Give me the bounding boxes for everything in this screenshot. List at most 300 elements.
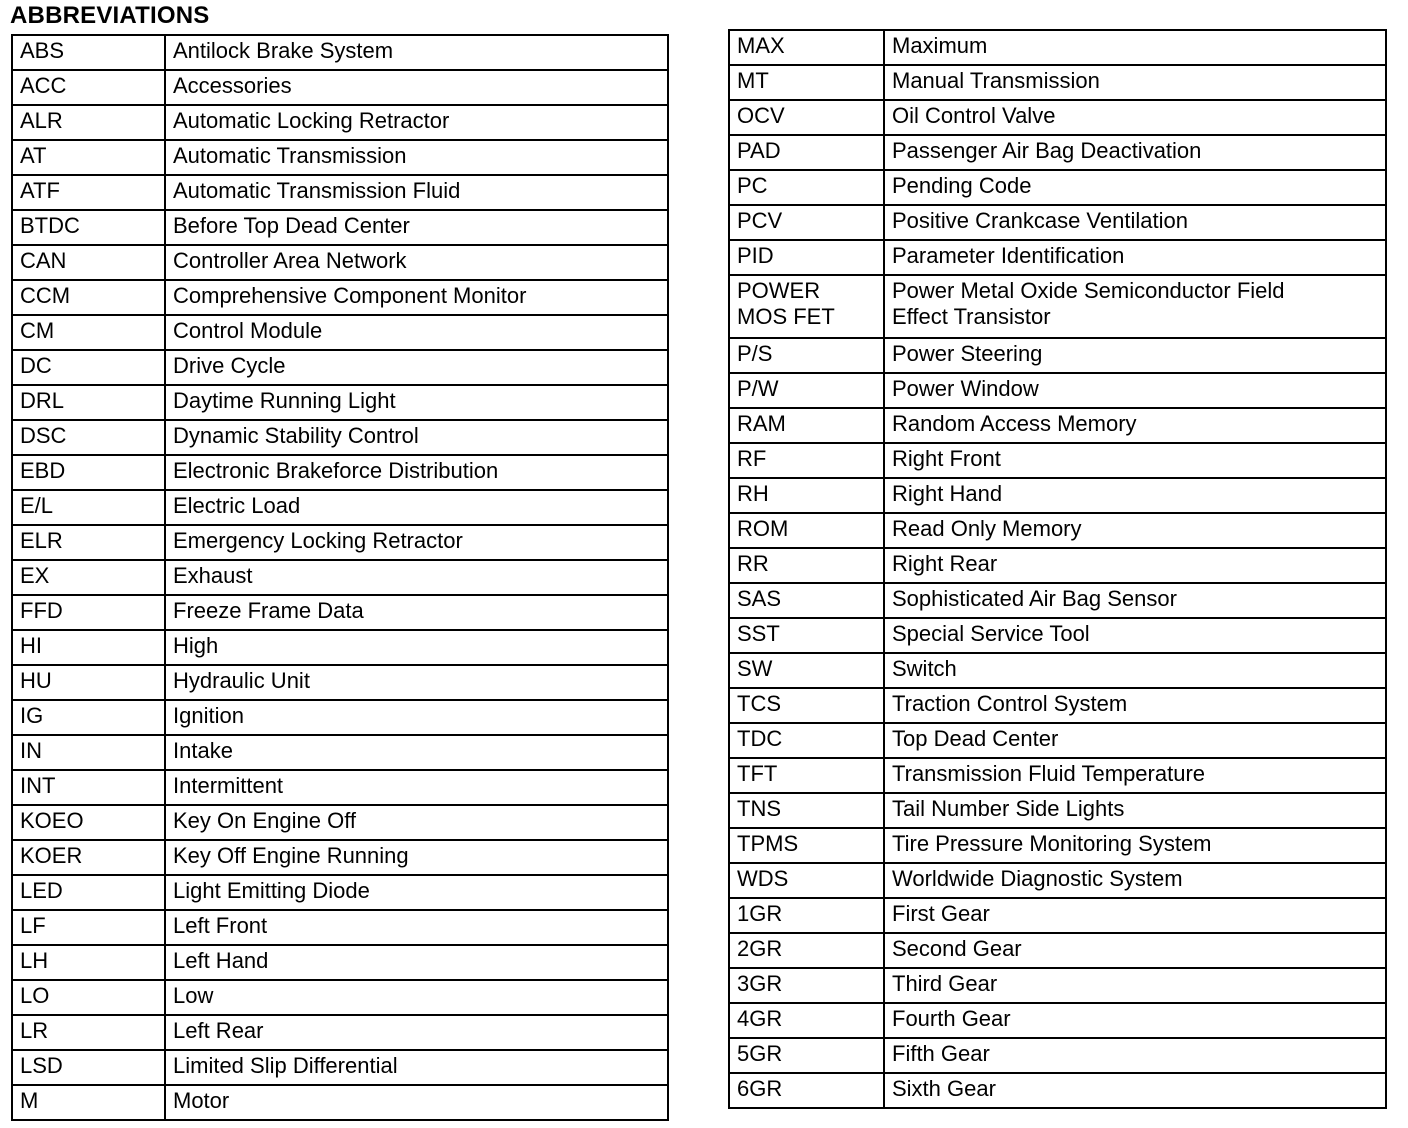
abbreviation-text: E/L [20, 493, 54, 518]
table-row [12, 735, 668, 770]
meaning-cell [884, 688, 1386, 723]
table-row [12, 700, 668, 735]
table-row [12, 980, 668, 1015]
meaning-cell [884, 100, 1386, 135]
abbreviation-text: RAM [737, 411, 786, 436]
table-row [12, 1085, 668, 1120]
abbreviation-text: SW [737, 656, 773, 681]
meaning-cell [884, 898, 1386, 933]
abbreviation-text: TFT [737, 761, 778, 786]
meaning-text: Switch [892, 656, 957, 681]
abbreviation-text: 1GR [737, 901, 783, 926]
meaning-text: Sixth Gear [892, 1076, 996, 1101]
abbreviation-text: PAD [737, 138, 781, 163]
table-row [12, 385, 668, 420]
meaning-text: Power Window [892, 376, 1039, 401]
table-row [12, 420, 668, 455]
abbreviation-text: IN [20, 738, 42, 763]
abbreviation-cell [729, 30, 884, 65]
abbreviation-text: DC [20, 353, 52, 378]
table-row [12, 805, 668, 840]
abbreviation-cell [729, 863, 884, 898]
abbreviation-text: POWER MOS FET [737, 278, 835, 329]
meaning-cell [165, 105, 668, 140]
abbreviation-cell [12, 1085, 165, 1120]
meaning-cell [165, 140, 668, 175]
meaning-text: High [173, 633, 219, 658]
table-row [729, 688, 1386, 723]
abbreviation-text: ALR [20, 108, 63, 133]
abbreviation-cell [729, 170, 884, 205]
meaning-text: Right Rear [892, 551, 998, 576]
meaning-cell [884, 793, 1386, 828]
meaning-cell [165, 595, 668, 630]
table-row [729, 408, 1386, 443]
table-row [12, 875, 668, 910]
table-row [12, 70, 668, 105]
table-row [729, 828, 1386, 863]
meaning-text: Before Top Dead Center [173, 213, 410, 238]
table-row [729, 723, 1386, 758]
abbreviation-cell [729, 793, 884, 828]
meaning-text: Oil Control Valve [892, 103, 1056, 128]
abbreviation-text: TPMS [737, 831, 799, 856]
meaning-text: Key Off Engine Running [173, 843, 409, 868]
table-row [12, 770, 668, 805]
abbreviation-cell [12, 665, 165, 700]
meaning-cell [884, 478, 1386, 513]
meaning-text: Comprehensive Component Monitor [173, 283, 527, 308]
meaning-cell [884, 548, 1386, 583]
abbreviation-text: HI [20, 633, 42, 658]
meaning-cell [165, 315, 668, 350]
meaning-cell [884, 240, 1386, 275]
meaning-text: Random Access Memory [892, 411, 1137, 436]
meaning-cell [165, 805, 668, 840]
table-row [729, 135, 1386, 170]
abbreviation-text: 6GR [737, 1076, 783, 1101]
meaning-text: Sophisticated Air Bag Sensor [892, 586, 1177, 611]
abbreviation-text: LO [20, 983, 50, 1008]
table-row [12, 630, 668, 665]
abbreviation-cell [12, 105, 165, 140]
abbreviation-cell [12, 315, 165, 350]
table-row [12, 490, 668, 525]
table-row [729, 100, 1386, 135]
table-row [729, 653, 1386, 688]
meaning-cell [165, 875, 668, 910]
meaning-cell [884, 723, 1386, 758]
meaning-cell [884, 968, 1386, 1003]
meaning-text: Read Only Memory [892, 516, 1082, 541]
meaning-text: Worldwide Diagnostic System [892, 866, 1183, 891]
meaning-cell [884, 338, 1386, 373]
abbreviation-cell [729, 723, 884, 758]
meaning-cell [165, 455, 668, 490]
abbreviation-text: CAN [20, 248, 67, 273]
abbreviation-cell [729, 1038, 884, 1073]
table-row [12, 840, 668, 875]
abbreviation-text: CCM [20, 283, 71, 308]
abbreviation-cell [12, 35, 165, 70]
meaning-text: Left Front [173, 913, 268, 938]
meaning-text: Pending Code [892, 173, 1032, 198]
meaning-text: Ignition [173, 703, 244, 728]
meaning-text: Tail Number Side Lights [892, 796, 1125, 821]
meaning-cell [165, 385, 668, 420]
table-row [12, 910, 668, 945]
abbreviations-table-left [11, 34, 669, 1121]
meaning-cell [165, 1085, 668, 1120]
abbreviation-text: TCS [737, 691, 781, 716]
meaning-text: Controller Area Network [173, 248, 407, 273]
meaning-text: Daytime Running Light [173, 388, 396, 413]
abbreviation-cell [12, 840, 165, 875]
meaning-text: Fourth Gear [892, 1006, 1011, 1031]
abbreviation-text: RF [737, 446, 767, 471]
meaning-text: Traction Control System [892, 691, 1128, 716]
abbreviation-cell [12, 1050, 165, 1085]
table-row [729, 373, 1386, 408]
table-row [12, 350, 668, 385]
meaning-cell [165, 210, 668, 245]
meaning-cell [165, 910, 668, 945]
meaning-cell [165, 490, 668, 525]
abbreviation-text: P/W [737, 376, 779, 401]
meaning-cell [165, 245, 668, 280]
meaning-text: Low [173, 983, 214, 1008]
abbreviation-cell [729, 275, 884, 338]
abbreviation-text: KOEO [20, 808, 84, 833]
meaning-text: Intermittent [173, 773, 284, 798]
table-row [12, 595, 668, 630]
abbreviation-cell [729, 548, 884, 583]
meaning-text: Hydraulic Unit [173, 668, 310, 693]
meaning-text: Accessories [173, 73, 292, 98]
abbreviation-cell [729, 373, 884, 408]
abbreviation-cell [729, 205, 884, 240]
meaning-cell [884, 65, 1386, 100]
abbreviation-cell [729, 513, 884, 548]
abbreviation-cell [12, 945, 165, 980]
table-row [729, 618, 1386, 653]
meaning-cell [884, 135, 1386, 170]
meaning-cell [165, 70, 668, 105]
abbreviation-cell [12, 350, 165, 385]
meaning-text: Left Hand [173, 948, 269, 973]
meaning-text: Manual Transmission [892, 68, 1100, 93]
abbreviation-text: EX [20, 563, 50, 588]
abbreviation-cell [12, 385, 165, 420]
meaning-cell [884, 275, 1386, 338]
meaning-cell [884, 828, 1386, 863]
meaning-text: Electric Load [173, 493, 301, 518]
meaning-cell [165, 420, 668, 455]
abbreviations-table-right-body [729, 30, 1386, 1108]
abbreviation-text: PCV [737, 208, 783, 233]
abbreviation-cell [729, 135, 884, 170]
abbreviation-text: SST [737, 621, 780, 646]
meaning-text: Limited Slip Differential [173, 1053, 398, 1078]
meaning-text: Maximum [892, 33, 988, 58]
abbreviation-text: 5GR [737, 1041, 783, 1066]
meaning-cell [165, 630, 668, 665]
meaning-text: Intake [173, 738, 233, 763]
table-row [729, 898, 1386, 933]
table-row [12, 280, 668, 315]
table-row [729, 793, 1386, 828]
meaning-cell [165, 735, 668, 770]
meaning-cell [165, 560, 668, 595]
abbreviation-text: WDS [737, 866, 789, 891]
meaning-cell [165, 350, 668, 385]
meaning-text: Dynamic Stability Control [173, 423, 419, 448]
meaning-cell [165, 35, 668, 70]
abbreviation-cell [729, 478, 884, 513]
meaning-text: Tire Pressure Monitoring System [892, 831, 1212, 856]
table-row [12, 210, 668, 245]
page-title: ABBREVIATIONS [10, 2, 210, 29]
abbreviation-cell [12, 875, 165, 910]
table-row [12, 945, 668, 980]
meaning-cell [884, 1038, 1386, 1073]
table-row [729, 275, 1386, 338]
meaning-cell [884, 513, 1386, 548]
table-row [729, 205, 1386, 240]
meaning-cell [165, 665, 668, 700]
table-row [12, 175, 668, 210]
meaning-text: Right Hand [892, 481, 1003, 506]
abbreviation-cell [12, 630, 165, 665]
abbreviation-cell [12, 560, 165, 595]
table-row [12, 35, 668, 70]
abbreviation-text: HU [20, 668, 52, 693]
abbreviation-text: DSC [20, 423, 67, 448]
abbreviation-text: INT [20, 773, 56, 798]
meaning-text: Drive Cycle [173, 353, 286, 378]
abbreviation-cell [12, 210, 165, 245]
abbreviation-cell [12, 980, 165, 1015]
meaning-cell [884, 1073, 1386, 1108]
abbreviations-table-right [728, 29, 1387, 1109]
abbreviation-cell [12, 805, 165, 840]
table-row [729, 1003, 1386, 1038]
meaning-cell [165, 175, 668, 210]
abbreviation-cell [12, 420, 165, 455]
meaning-cell [884, 863, 1386, 898]
abbreviation-text: IG [20, 703, 44, 728]
abbreviation-cell [729, 618, 884, 653]
abbreviation-cell [729, 583, 884, 618]
abbreviation-text: LED [20, 878, 63, 903]
meaning-cell [165, 280, 668, 315]
meaning-text: Parameter Identification [892, 243, 1125, 268]
abbreviation-cell [12, 525, 165, 560]
table-row [12, 1050, 668, 1085]
table-row [729, 30, 1386, 65]
meaning-cell [165, 840, 668, 875]
abbreviation-text: ELR [20, 528, 63, 553]
abbreviation-cell [12, 455, 165, 490]
table-row [12, 315, 668, 350]
abbreviation-text: OCV [737, 103, 785, 128]
meaning-cell [165, 945, 668, 980]
table-row [12, 665, 668, 700]
meaning-text: Electronic Brakeforce Distribution [173, 458, 499, 483]
table-row [12, 245, 668, 280]
meaning-cell [884, 30, 1386, 65]
abbreviation-cell [12, 490, 165, 525]
abbreviation-cell [729, 65, 884, 100]
abbreviation-text: LH [20, 948, 49, 973]
abbreviation-text: FFD [20, 598, 63, 623]
abbreviation-cell [729, 828, 884, 863]
meaning-cell [884, 583, 1386, 618]
table-row [729, 548, 1386, 583]
abbreviation-text: MT [737, 68, 769, 93]
meaning-text: Automatic Transmission [173, 143, 407, 168]
table-row [12, 455, 668, 490]
meaning-cell [165, 770, 668, 805]
meaning-cell [165, 1050, 668, 1085]
abbreviation-cell [729, 688, 884, 723]
table-row [729, 443, 1386, 478]
table-row [12, 560, 668, 595]
abbreviation-text: RR [737, 551, 769, 576]
abbreviation-cell [12, 280, 165, 315]
meaning-cell [165, 525, 668, 560]
meaning-text: Key On Engine Off [173, 808, 357, 833]
meaning-text: Power Metal Oxide Semiconductor Field Effect Transistor [892, 278, 1285, 329]
meaning-text: Freeze Frame Data [173, 598, 364, 623]
table-row [729, 968, 1386, 1003]
abbreviation-text: TNS [737, 796, 781, 821]
meaning-cell [165, 700, 668, 735]
abbreviation-text: ABS [20, 38, 65, 63]
table-row [729, 65, 1386, 100]
abbreviation-cell [729, 338, 884, 373]
abbreviation-cell [729, 443, 884, 478]
meaning-cell [884, 758, 1386, 793]
abbreviation-cell [12, 770, 165, 805]
abbreviation-cell [12, 70, 165, 105]
abbreviation-text: PC [737, 173, 768, 198]
table-row [729, 1038, 1386, 1073]
meaning-cell [884, 653, 1386, 688]
abbreviation-text: DRL [20, 388, 65, 413]
abbreviation-cell [12, 140, 165, 175]
meaning-text: Exhaust [173, 563, 253, 588]
abbreviation-text: PID [737, 243, 774, 268]
abbreviation-text: ROM [737, 516, 789, 541]
meaning-text: Passenger Air Bag Deactivation [892, 138, 1202, 163]
meaning-cell [884, 408, 1386, 443]
abbreviation-cell [729, 240, 884, 275]
meaning-cell [165, 1015, 668, 1050]
abbreviation-cell [12, 245, 165, 280]
meaning-text: Transmission Fluid Temperature [892, 761, 1206, 786]
abbreviation-cell [729, 100, 884, 135]
abbreviation-cell [729, 758, 884, 793]
meaning-text: Motor [173, 1088, 230, 1113]
abbreviation-cell [12, 595, 165, 630]
abbreviation-text: EBD [20, 458, 66, 483]
table-row [729, 478, 1386, 513]
abbreviation-text: 4GR [737, 1006, 783, 1031]
abbreviation-cell [12, 175, 165, 210]
abbreviation-text: ATF [20, 178, 60, 203]
table-row [729, 933, 1386, 968]
abbreviation-cell [729, 1003, 884, 1038]
meaning-text: Third Gear [892, 971, 998, 996]
meaning-cell [884, 933, 1386, 968]
abbreviation-cell [729, 408, 884, 443]
abbreviation-text: 3GR [737, 971, 783, 996]
table-row [729, 338, 1386, 373]
abbreviation-text: LSD [20, 1053, 63, 1078]
abbreviation-cell [12, 735, 165, 770]
meaning-text: Control Module [173, 318, 323, 343]
abbreviation-text: ACC [20, 73, 67, 98]
abbreviation-cell [729, 933, 884, 968]
abbreviation-text: M [20, 1088, 39, 1113]
abbreviation-text: LF [20, 913, 46, 938]
abbreviation-text: P/S [737, 341, 773, 366]
abbreviation-text: TDC [737, 726, 783, 751]
abbreviation-text: 2GR [737, 936, 783, 961]
meaning-cell [884, 205, 1386, 240]
meaning-text: Positive Crankcase Ventilation [892, 208, 1188, 233]
abbreviation-text: SAS [737, 586, 782, 611]
abbreviation-cell [729, 1073, 884, 1108]
table-row [729, 513, 1386, 548]
meaning-cell [884, 443, 1386, 478]
meaning-text: Special Service Tool [892, 621, 1090, 646]
table-row [12, 1015, 668, 1050]
meaning-cell [165, 980, 668, 1015]
abbreviation-text: CM [20, 318, 55, 343]
table-row [729, 758, 1386, 793]
abbreviation-text: KOER [20, 843, 83, 868]
meaning-text: Right Front [892, 446, 1001, 471]
meaning-cell [884, 170, 1386, 205]
table-row [12, 525, 668, 560]
meaning-text: Light Emitting Diode [173, 878, 370, 903]
table-row [729, 240, 1386, 275]
abbreviation-cell [729, 898, 884, 933]
table-row [729, 1073, 1386, 1108]
abbreviation-text: MAX [737, 33, 785, 58]
table-row [729, 170, 1386, 205]
meaning-text: Automatic Locking Retractor [173, 108, 450, 133]
meaning-cell [884, 1003, 1386, 1038]
abbreviation-text: RH [737, 481, 769, 506]
meaning-cell [884, 373, 1386, 408]
meaning-text: Antilock Brake System [173, 38, 394, 63]
abbreviation-text: BTDC [20, 213, 80, 238]
meaning-text: Second Gear [892, 936, 1022, 961]
meaning-text: Power Steering [892, 341, 1043, 366]
abbreviation-cell [729, 968, 884, 1003]
table-row [12, 140, 668, 175]
meaning-text: First Gear [892, 901, 990, 926]
meaning-text: Left Rear [173, 1018, 264, 1043]
meaning-text: Top Dead Center [892, 726, 1059, 751]
abbreviation-cell [729, 653, 884, 688]
abbreviations-table-left-body [12, 35, 668, 1120]
abbreviation-text: AT [20, 143, 47, 168]
meaning-text: Fifth Gear [892, 1041, 990, 1066]
